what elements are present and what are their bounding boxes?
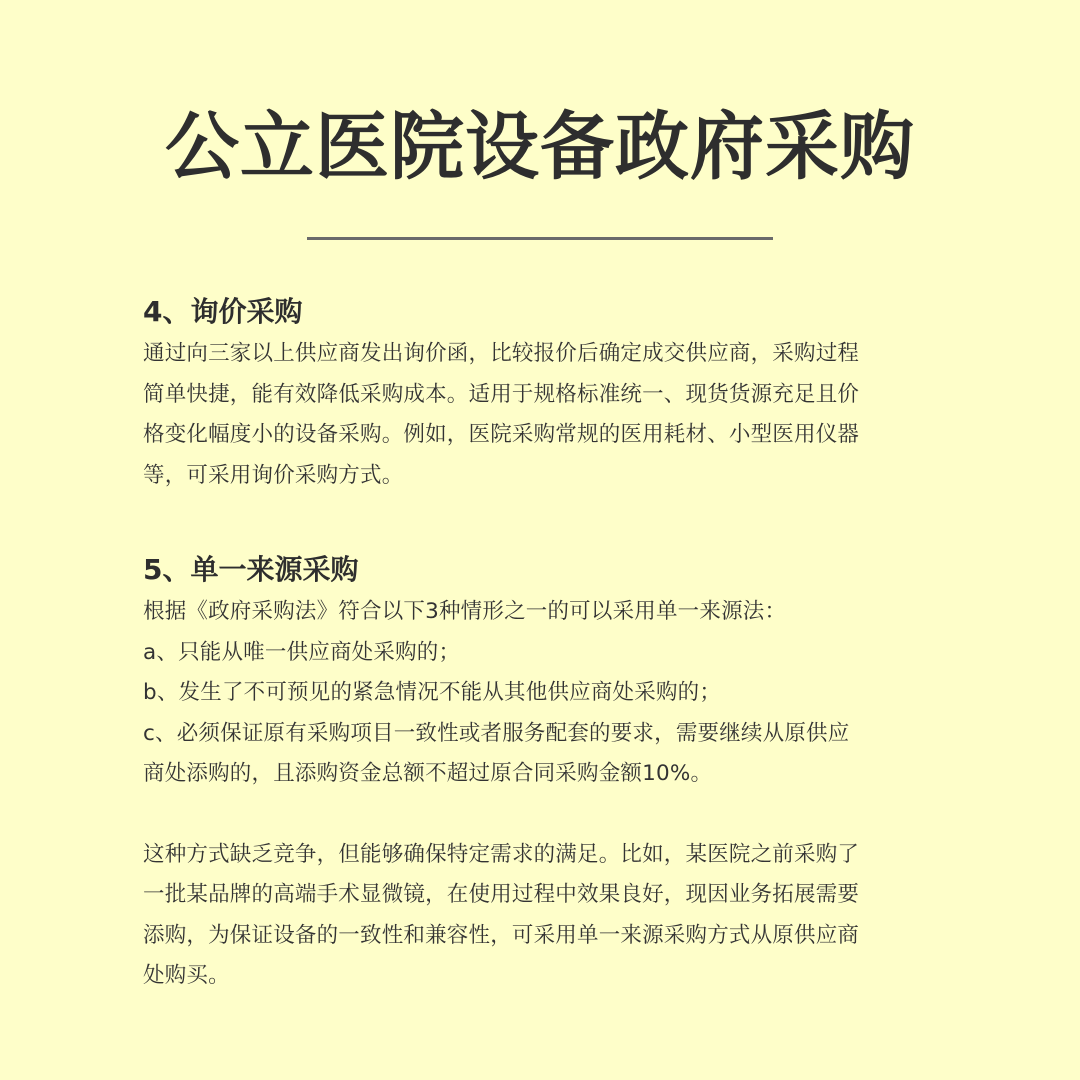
paragraph-line: 一批某品牌的高端手术显微镜，在使用过程中效果良好，现因业务拓展需要 [143, 882, 860, 907]
paragraph-line: 格变化幅度小的设备采购。例如，医院采购常规的医用耗材、小型医用仪器 [143, 422, 860, 447]
list-item-c-continued: 商处添购的，且添购资金总额不超过原合同采购金额10%。 [143, 761, 713, 786]
paragraph-line: 等，可采用询价采购方式。 [143, 462, 404, 488]
title-divider [307, 237, 773, 240]
page-title: 公立医院设备政府采购 [165, 104, 915, 190]
paragraph-gap [143, 795, 943, 835]
paragraph-line: 通过向三家以上供应商发出询价函，比较报价后确定成交供应商，采购过程 [143, 341, 860, 366]
paragraph-line: 这种方式缺乏竞争，但能够确保特定需求的满足。比如，某医院之前采购了 [143, 841, 860, 867]
list-item-b: b、发生了不可预见的紧急情况不能从其他供应商处采购的； [143, 680, 722, 705]
paragraph-line: 根据《政府采购法》符合以下3种情形之一的可以采用单一来源法： [143, 599, 787, 624]
section-inquiry-procurement [143, 290, 943, 496]
list-item-c: c、必须保证原有采购项目一致性或者服务配套的要求，需要继续从原供应 [143, 720, 850, 746]
section-heading: 5、单一来源采购 [143, 553, 359, 586]
paragraph-line: 添购，为保证设备的一致性和兼容性，可采用单一来源采购方式从原供应商 [143, 922, 860, 948]
paragraph-line: 简单快捷，能有效降低采购成本。适用于规格标准统一、现货货源充足且价 [143, 381, 860, 407]
section-single-source-procurement [143, 548, 943, 997]
article-body [143, 290, 943, 997]
list-item-a: a、只能从唯一供应商处采购的； [143, 639, 461, 665]
paragraph-line: 处购买。 [143, 963, 230, 988]
section-heading: 4、询价采购 [143, 295, 303, 328]
